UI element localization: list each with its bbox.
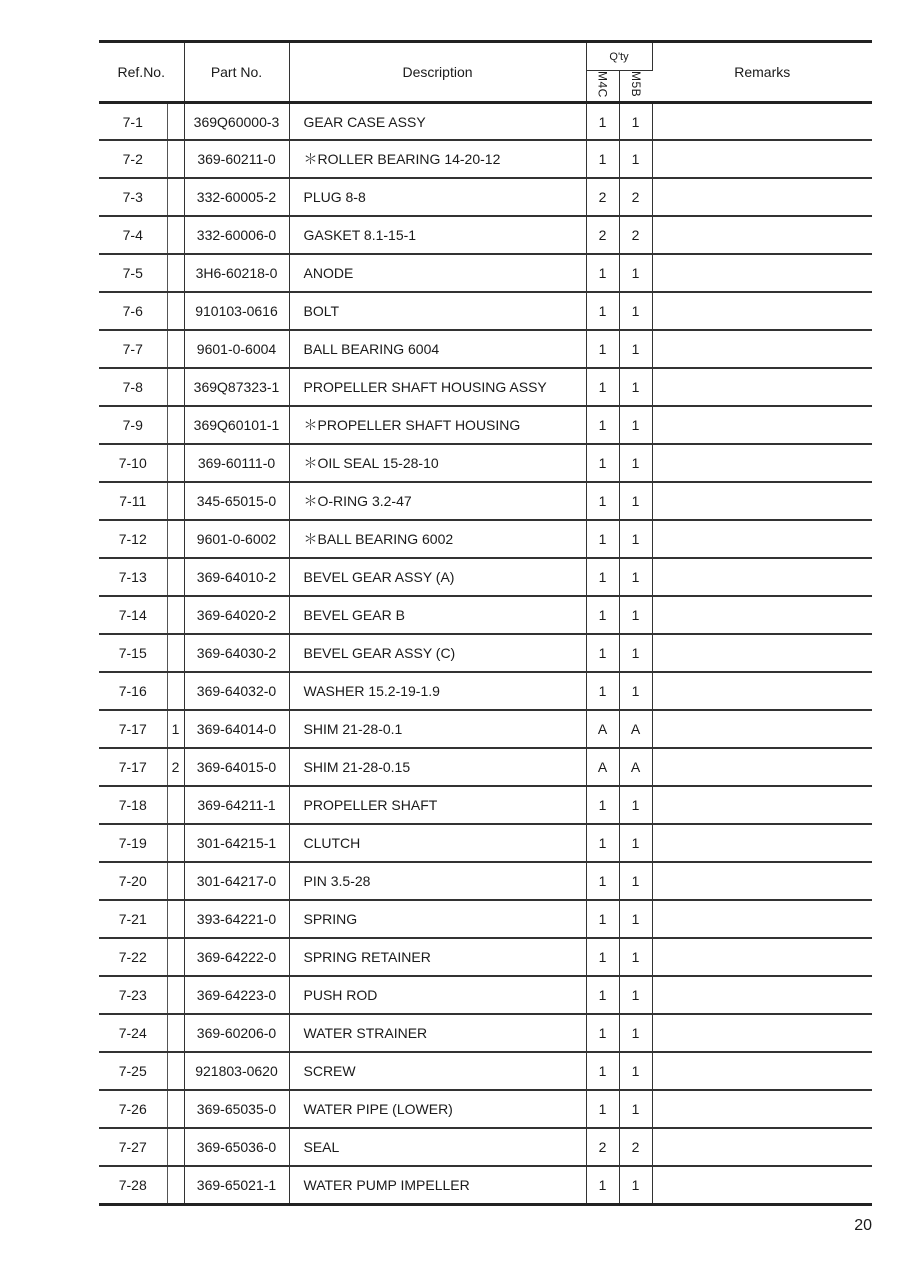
ref-no-cell: 7-21 bbox=[99, 900, 167, 938]
qty-m4c-cell: 1 bbox=[586, 102, 619, 140]
description-cell: ＊O-RING 3.2-47 bbox=[289, 482, 586, 520]
description-cell: BEVEL GEAR B bbox=[289, 596, 586, 634]
part-no-cell: 301-64215-1 bbox=[184, 824, 289, 862]
remarks-cell bbox=[652, 178, 872, 216]
table-row bbox=[99, 102, 872, 140]
part-no-cell: 369-64030-2 bbox=[184, 634, 289, 672]
qty-m4c-cell: 1 bbox=[586, 976, 619, 1014]
description-cell: BEVEL GEAR ASSY (A) bbox=[289, 558, 586, 596]
sub-no-cell bbox=[167, 1128, 184, 1166]
qty-m4c-cell: 1 bbox=[586, 596, 619, 634]
remarks-cell bbox=[652, 786, 872, 824]
description-cell: ＊BALL BEARING 6002 bbox=[289, 520, 586, 558]
sub-no-cell bbox=[167, 368, 184, 406]
description-cell: ＊ROLLER BEARING 14-20-12 bbox=[289, 140, 586, 178]
table-row bbox=[99, 558, 872, 596]
sub-no-cell bbox=[167, 1014, 184, 1052]
part-no-cell: 910103-0616 bbox=[184, 292, 289, 330]
part-no-cell: 369-64010-2 bbox=[184, 558, 289, 596]
sub-no-cell bbox=[167, 672, 184, 710]
header-remarks: Remarks bbox=[652, 42, 872, 103]
ref-no-cell: 7-19 bbox=[99, 824, 167, 862]
qty-m5b-cell: 1 bbox=[619, 102, 652, 140]
qty-m4c-cell: 1 bbox=[586, 330, 619, 368]
ref-no-cell: 7-4 bbox=[99, 216, 167, 254]
part-no-cell: 369-60111-0 bbox=[184, 444, 289, 482]
remarks-cell bbox=[652, 976, 872, 1014]
ref-no-cell: 7-13 bbox=[99, 558, 167, 596]
qty-m4c-cell: 1 bbox=[586, 444, 619, 482]
qty-m4c-cell: 1 bbox=[586, 254, 619, 292]
ref-no-cell: 7-20 bbox=[99, 862, 167, 900]
sub-no-cell bbox=[167, 406, 184, 444]
header-description: Description bbox=[289, 42, 586, 103]
table-row bbox=[99, 292, 872, 330]
qty-m5b-cell: 1 bbox=[619, 368, 652, 406]
part-no-cell: 921803-0620 bbox=[184, 1052, 289, 1090]
sub-no-cell bbox=[167, 482, 184, 520]
sub-no-cell bbox=[167, 976, 184, 1014]
sub-no-cell bbox=[167, 216, 184, 254]
table-row bbox=[99, 330, 872, 368]
ref-no-cell: 7-10 bbox=[99, 444, 167, 482]
description-cell: SEAL bbox=[289, 1128, 586, 1166]
description-cell: SPRING RETAINER bbox=[289, 938, 586, 976]
ref-no-cell: 7-11 bbox=[99, 482, 167, 520]
ref-no-cell: 7-16 bbox=[99, 672, 167, 710]
qty-m5b-cell: 1 bbox=[619, 596, 652, 634]
qty-m4c-cell: 1 bbox=[586, 292, 619, 330]
sub-no-cell bbox=[167, 786, 184, 824]
remarks-cell bbox=[652, 1166, 872, 1204]
qty-m4c-cell: 1 bbox=[586, 862, 619, 900]
sub-no-cell bbox=[167, 102, 184, 140]
remarks-cell bbox=[652, 1014, 872, 1052]
part-no-cell: 369-64015-0 bbox=[184, 748, 289, 786]
ref-no-cell: 7-2 bbox=[99, 140, 167, 178]
qty-m4c-cell: 1 bbox=[586, 900, 619, 938]
remarks-cell bbox=[652, 254, 872, 292]
qty-m4c-cell: 1 bbox=[586, 1052, 619, 1090]
qty-m5b-cell: A bbox=[619, 710, 652, 748]
table-row bbox=[99, 216, 872, 254]
sub-no-cell bbox=[167, 596, 184, 634]
description-cell: PLUG 8-8 bbox=[289, 178, 586, 216]
ref-no-cell: 7-12 bbox=[99, 520, 167, 558]
table-header bbox=[99, 42, 872, 103]
remarks-cell bbox=[652, 368, 872, 406]
sub-no-cell: 2 bbox=[167, 748, 184, 786]
remarks-cell bbox=[652, 330, 872, 368]
ref-no-cell: 7-27 bbox=[99, 1128, 167, 1166]
description-cell: PROPELLER SHAFT bbox=[289, 786, 586, 824]
remarks-cell bbox=[652, 1090, 872, 1128]
qty-m5b-cell: 1 bbox=[619, 1052, 652, 1090]
description-cell: WATER PIPE (LOWER) bbox=[289, 1090, 586, 1128]
ref-no-cell: 7-18 bbox=[99, 786, 167, 824]
qty-m4c-cell: 1 bbox=[586, 1166, 619, 1204]
table-row bbox=[99, 406, 872, 444]
table-row bbox=[99, 140, 872, 178]
description-cell: BOLT bbox=[289, 292, 586, 330]
ref-no-cell: 7-26 bbox=[99, 1090, 167, 1128]
table-row bbox=[99, 900, 872, 938]
remarks-cell bbox=[652, 710, 872, 748]
table-row bbox=[99, 710, 872, 748]
ref-no-cell: 7-14 bbox=[99, 596, 167, 634]
qty-m4c-cell: 2 bbox=[586, 1128, 619, 1166]
qty-m4c-cell: 1 bbox=[586, 938, 619, 976]
ref-no-cell: 7-22 bbox=[99, 938, 167, 976]
remarks-cell bbox=[652, 672, 872, 710]
qty-m4c-cell: A bbox=[586, 710, 619, 748]
qty-m5b-cell: 1 bbox=[619, 1014, 652, 1052]
description-cell: PROPELLER SHAFT HOUSING ASSY bbox=[289, 368, 586, 406]
ref-no-cell: 7-8 bbox=[99, 368, 167, 406]
header-part-no: Part No. bbox=[184, 42, 289, 103]
table-row bbox=[99, 482, 872, 520]
qty-m4c-cell: 1 bbox=[586, 634, 619, 672]
table-row bbox=[99, 1014, 872, 1052]
description-cell: SHIM 21-28-0.15 bbox=[289, 748, 586, 786]
part-no-cell: 369Q60101-1 bbox=[184, 406, 289, 444]
remarks-cell bbox=[652, 292, 872, 330]
ref-no-cell: 7-24 bbox=[99, 1014, 167, 1052]
table-row bbox=[99, 1166, 872, 1204]
sub-no-cell bbox=[167, 900, 184, 938]
qty-m5b-cell: 1 bbox=[619, 824, 652, 862]
part-no-cell: 393-64221-0 bbox=[184, 900, 289, 938]
part-no-cell: 369-64032-0 bbox=[184, 672, 289, 710]
table-row bbox=[99, 976, 872, 1014]
ref-no-cell: 7-7 bbox=[99, 330, 167, 368]
qty-m5b-cell: 1 bbox=[619, 862, 652, 900]
description-cell: SCREW bbox=[289, 1052, 586, 1090]
description-cell: WATER PUMP IMPELLER bbox=[289, 1166, 586, 1204]
description-cell: PUSH ROD bbox=[289, 976, 586, 1014]
qty-m5b-cell: 1 bbox=[619, 444, 652, 482]
table-row bbox=[99, 520, 872, 558]
remarks-cell bbox=[652, 938, 872, 976]
ref-no-cell: 7-23 bbox=[99, 976, 167, 1014]
part-no-cell: 3H6-60218-0 bbox=[184, 254, 289, 292]
qty-m4c-cell: 1 bbox=[586, 1090, 619, 1128]
sub-no-cell bbox=[167, 938, 184, 976]
part-no-cell: 369-64223-0 bbox=[184, 976, 289, 1014]
remarks-cell bbox=[652, 1128, 872, 1166]
table-row bbox=[99, 824, 872, 862]
sub-no-cell: 1 bbox=[167, 710, 184, 748]
description-cell: BEVEL GEAR ASSY (C) bbox=[289, 634, 586, 672]
header-qty: Q'ty bbox=[586, 42, 652, 71]
remarks-cell bbox=[652, 140, 872, 178]
ref-no-cell: 7-1 bbox=[99, 102, 167, 140]
parts-list-table bbox=[99, 40, 872, 1206]
table-row bbox=[99, 938, 872, 976]
remarks-cell bbox=[652, 102, 872, 140]
part-no-cell: 9601-0-6004 bbox=[184, 330, 289, 368]
table-row bbox=[99, 254, 872, 292]
qty-m5b-cell: 1 bbox=[619, 406, 652, 444]
qty-m5b-cell: 1 bbox=[619, 672, 652, 710]
description-cell: GEAR CASE ASSY bbox=[289, 102, 586, 140]
part-no-cell: 369-64222-0 bbox=[184, 938, 289, 976]
qty-m5b-cell: 1 bbox=[619, 330, 652, 368]
description-cell: SHIM 21-28-0.1 bbox=[289, 710, 586, 748]
table-row bbox=[99, 1052, 872, 1090]
remarks-cell bbox=[652, 824, 872, 862]
remarks-cell bbox=[652, 406, 872, 444]
description-cell: BALL BEARING 6004 bbox=[289, 330, 586, 368]
description-cell: GASKET 8.1-15-1 bbox=[289, 216, 586, 254]
ref-no-cell: 7-28 bbox=[99, 1166, 167, 1204]
description-cell: WASHER 15.2-19-1.9 bbox=[289, 672, 586, 710]
ref-no-cell: 7-17 bbox=[99, 748, 167, 786]
table-row bbox=[99, 1128, 872, 1166]
remarks-cell bbox=[652, 558, 872, 596]
qty-m5b-cell: 1 bbox=[619, 900, 652, 938]
header-model-m4c bbox=[586, 71, 619, 103]
qty-m5b-cell: 2 bbox=[619, 216, 652, 254]
part-no-cell: 369-65021-1 bbox=[184, 1166, 289, 1204]
table-row bbox=[99, 672, 872, 710]
description-cell: ＊PROPELLER SHAFT HOUSING bbox=[289, 406, 586, 444]
part-no-cell: 301-64217-0 bbox=[184, 862, 289, 900]
part-no-cell: 9601-0-6002 bbox=[184, 520, 289, 558]
sub-no-cell bbox=[167, 330, 184, 368]
sub-no-cell bbox=[167, 1166, 184, 1204]
remarks-cell bbox=[652, 596, 872, 634]
table-row bbox=[99, 1090, 872, 1128]
table-row bbox=[99, 178, 872, 216]
qty-m5b-cell: 1 bbox=[619, 786, 652, 824]
part-no-cell: 332-60006-0 bbox=[184, 216, 289, 254]
description-cell: SPRING bbox=[289, 900, 586, 938]
remarks-cell bbox=[652, 482, 872, 520]
sub-no-cell bbox=[167, 520, 184, 558]
qty-m4c-cell: 1 bbox=[586, 406, 619, 444]
part-no-cell: 369-64014-0 bbox=[184, 710, 289, 748]
ref-no-cell: 7-5 bbox=[99, 254, 167, 292]
sub-no-cell bbox=[167, 824, 184, 862]
qty-m5b-cell: 1 bbox=[619, 140, 652, 178]
ref-no-cell: 7-9 bbox=[99, 406, 167, 444]
qty-m4c-cell: 2 bbox=[586, 178, 619, 216]
qty-m4c-cell: 1 bbox=[586, 140, 619, 178]
part-no-cell: 369-64211-1 bbox=[184, 786, 289, 824]
remarks-cell bbox=[652, 1052, 872, 1090]
qty-m5b-cell: 2 bbox=[619, 178, 652, 216]
qty-m5b-cell: 1 bbox=[619, 558, 652, 596]
remarks-cell bbox=[652, 444, 872, 482]
sub-no-cell bbox=[167, 178, 184, 216]
qty-m5b-cell: A bbox=[619, 748, 652, 786]
header-ref-no: Ref.No. bbox=[99, 42, 184, 103]
qty-m5b-cell: 1 bbox=[619, 482, 652, 520]
table-row bbox=[99, 444, 872, 482]
part-no-cell: 369-60206-0 bbox=[184, 1014, 289, 1052]
page-number: 20 bbox=[854, 1217, 872, 1234]
header-model-m5b bbox=[619, 71, 652, 103]
remarks-cell bbox=[652, 900, 872, 938]
part-no-cell: 369-65036-0 bbox=[184, 1128, 289, 1166]
remarks-cell bbox=[652, 862, 872, 900]
parts-table-body bbox=[99, 102, 872, 1204]
qty-m4c-cell: 1 bbox=[586, 1014, 619, 1052]
ref-no-cell: 7-17 bbox=[99, 710, 167, 748]
qty-m5b-cell: 1 bbox=[619, 976, 652, 1014]
sub-no-cell bbox=[167, 1090, 184, 1128]
table-row bbox=[99, 368, 872, 406]
part-no-cell: 332-60005-2 bbox=[184, 178, 289, 216]
qty-m4c-cell: 1 bbox=[586, 520, 619, 558]
qty-m4c-cell: 1 bbox=[586, 482, 619, 520]
sub-no-cell bbox=[167, 254, 184, 292]
table-row bbox=[99, 634, 872, 672]
description-cell: ＊OIL SEAL 15-28-10 bbox=[289, 444, 586, 482]
model-m5b-label: M5B bbox=[628, 71, 643, 98]
qty-m4c-cell: A bbox=[586, 748, 619, 786]
part-no-cell: 345-65015-0 bbox=[184, 482, 289, 520]
remarks-cell bbox=[652, 520, 872, 558]
table-row bbox=[99, 786, 872, 824]
part-no-cell: 369-64020-2 bbox=[184, 596, 289, 634]
ref-no-cell: 7-25 bbox=[99, 1052, 167, 1090]
part-no-cell: 369-60211-0 bbox=[184, 140, 289, 178]
qty-m5b-cell: 1 bbox=[619, 634, 652, 672]
sub-no-cell bbox=[167, 140, 184, 178]
qty-m5b-cell: 1 bbox=[619, 292, 652, 330]
ref-no-cell: 7-15 bbox=[99, 634, 167, 672]
table-row bbox=[99, 596, 872, 634]
sub-no-cell bbox=[167, 558, 184, 596]
description-cell: ANODE bbox=[289, 254, 586, 292]
sub-no-cell bbox=[167, 292, 184, 330]
ref-no-cell: 7-6 bbox=[99, 292, 167, 330]
remarks-cell bbox=[652, 216, 872, 254]
table-row bbox=[99, 862, 872, 900]
remarks-cell bbox=[652, 634, 872, 672]
qty-m5b-cell: 1 bbox=[619, 254, 652, 292]
table-row bbox=[99, 748, 872, 786]
qty-m4c-cell: 1 bbox=[586, 672, 619, 710]
sub-no-cell bbox=[167, 444, 184, 482]
qty-m5b-cell: 1 bbox=[619, 938, 652, 976]
qty-m4c-cell: 1 bbox=[586, 368, 619, 406]
qty-m4c-cell: 1 bbox=[586, 558, 619, 596]
qty-m4c-cell: 1 bbox=[586, 786, 619, 824]
description-cell: CLUTCH bbox=[289, 824, 586, 862]
part-no-cell: 369Q87323-1 bbox=[184, 368, 289, 406]
qty-m4c-cell: 2 bbox=[586, 216, 619, 254]
description-cell: PIN 3.5-28 bbox=[289, 862, 586, 900]
ref-no-cell: 7-3 bbox=[99, 178, 167, 216]
qty-m5b-cell: 2 bbox=[619, 1128, 652, 1166]
part-no-cell: 369Q60000-3 bbox=[184, 102, 289, 140]
sub-no-cell bbox=[167, 1052, 184, 1090]
qty-m5b-cell: 1 bbox=[619, 520, 652, 558]
qty-m5b-cell: 1 bbox=[619, 1166, 652, 1204]
remarks-cell bbox=[652, 748, 872, 786]
description-cell: WATER STRAINER bbox=[289, 1014, 586, 1052]
model-m4c-label: M4C bbox=[595, 71, 610, 98]
qty-m5b-cell: 1 bbox=[619, 1090, 652, 1128]
sub-no-cell bbox=[167, 862, 184, 900]
part-no-cell: 369-65035-0 bbox=[184, 1090, 289, 1128]
sub-no-cell bbox=[167, 634, 184, 672]
qty-m4c-cell: 1 bbox=[586, 824, 619, 862]
